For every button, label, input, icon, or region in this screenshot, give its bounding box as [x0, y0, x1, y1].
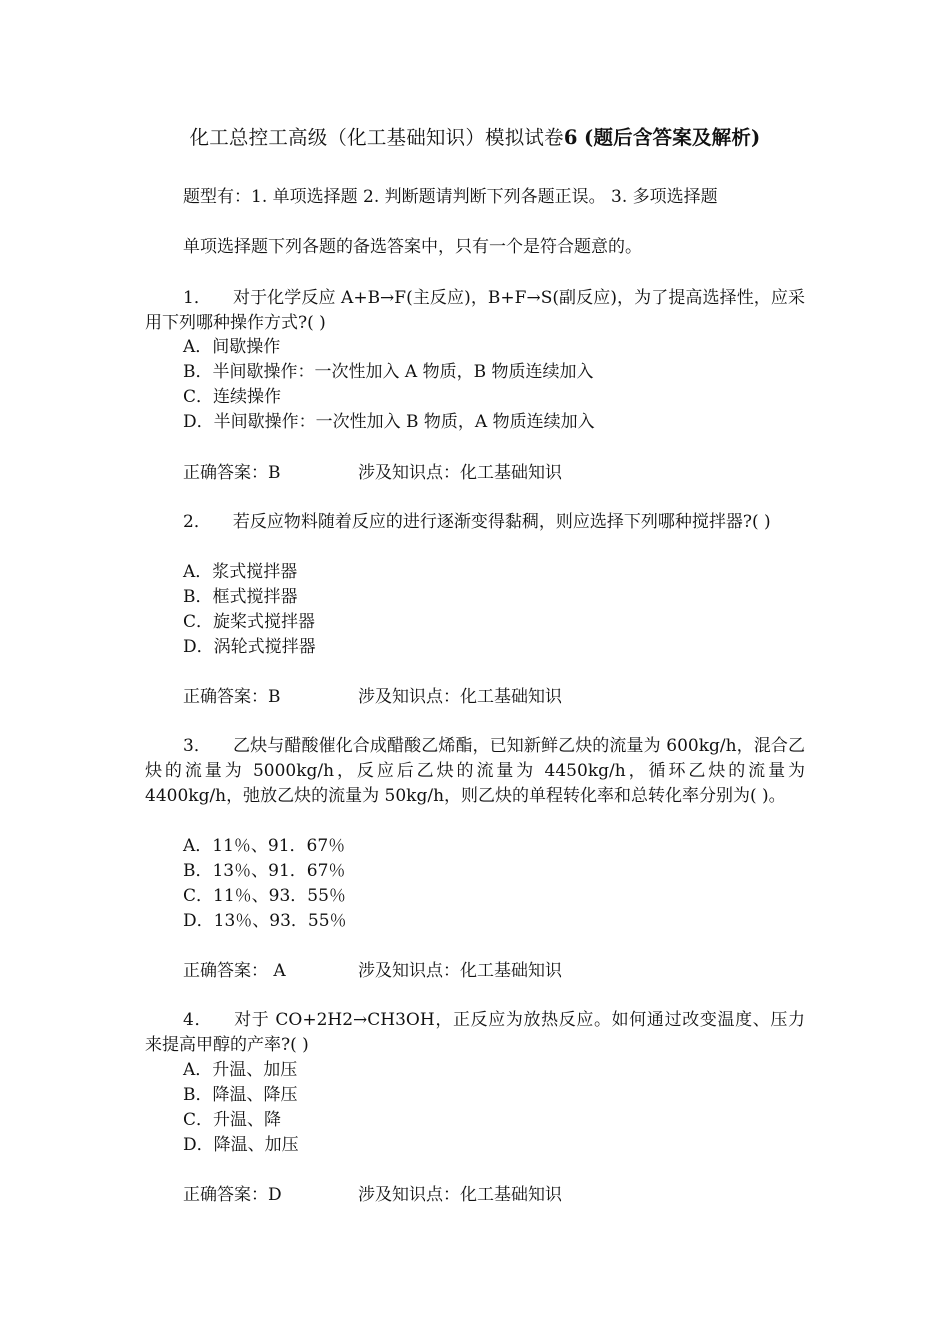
answer-label: 正确答案： — [183, 1185, 268, 1205]
title-main: 化工总控工高级（化工基础知识）模拟试卷 — [189, 126, 564, 149]
title-number: 6 — [563, 126, 578, 149]
knowledge-label: 涉及知识点： — [358, 463, 460, 483]
knowledge-point — [358, 685, 562, 709]
answer-value: B — [268, 687, 281, 707]
answer-label: 正确答案： — [183, 463, 268, 483]
option-d: D．降温、加压 — [183, 1135, 299, 1155]
option-b: B．半间歇操作：一次性加入 A 物质，B 物质连续加入 — [183, 362, 594, 382]
option-a: A．升温、加压 — [183, 1060, 298, 1080]
option-b: B．13％、91．67％ — [183, 861, 346, 881]
option-b: B．框式搅拌器 — [183, 587, 298, 607]
question-number: 3． — [183, 736, 212, 756]
question-text: 若反应物料随着反应的进行逐渐变得黏稠，则应选择下列哪种搅拌器?( ) — [232, 512, 771, 532]
option-a: A．间歇操作 — [183, 337, 281, 357]
question-4-stem — [145, 1008, 805, 1058]
option-c: C．升温、降 — [183, 1110, 282, 1130]
option-c: C．连续操作 — [183, 387, 282, 407]
knowledge-point — [358, 461, 562, 485]
option-a: A．浆式搅拌器 — [183, 562, 298, 582]
question-number: 2． — [183, 512, 211, 532]
knowledge-value: 化工基础知识 — [460, 463, 562, 483]
question-number: 1． — [183, 288, 211, 308]
knowledge-label: 涉及知识点： — [358, 687, 460, 707]
knowledge-value: 化工基础知识 — [460, 961, 562, 981]
option-c: C．11％、93．55％ — [183, 886, 346, 906]
option-b: B．降温、降压 — [183, 1085, 298, 1105]
question-types-line: 题型有：1. 单项选择题 2. 判断题请判断下列各题正误。 3. 多项选择题 — [183, 187, 718, 207]
question-2-stem — [145, 510, 805, 535]
option-d: D．涡轮式搅拌器 — [183, 637, 316, 657]
question-text: 乙炔与醋酸催化合成醋酸乙烯酯，已知新鲜乙炔的流量为 600kg/h，混合乙炔的流量为 5000kg/h，反应后乙炔的流量为 4450kg/h，循环乙炔的流量为 4400kg/h，弛放乙炔的流量为 50kg/h，则乙炔的单程转化率和总转化率分别为( )。 — [145, 736, 805, 806]
knowledge-point — [358, 1183, 562, 1207]
answer-value: A — [268, 961, 286, 981]
answer-value: D — [268, 1185, 282, 1205]
option-c: C．旋桨式搅拌器 — [183, 612, 316, 632]
answer-line — [183, 959, 562, 983]
option-a: A．11％、91．67％ — [183, 836, 346, 856]
knowledge-label: 涉及知识点： — [358, 961, 460, 981]
answer-label: 正确答案： — [183, 961, 268, 981]
question-text: 对于化学反应 A+B→F(主反应)，B+F→S(副反应)，为了提高选择性，应采用下列哪种操作方式?( ) — [145, 288, 805, 333]
knowledge-label: 涉及知识点： — [358, 1185, 460, 1205]
answer-line — [183, 1183, 562, 1207]
question-number: 4． — [183, 1010, 213, 1030]
document-title — [0, 124, 950, 152]
answer-value: B — [268, 463, 281, 483]
answer-line — [183, 461, 562, 485]
answer-label: 正确答案： — [183, 687, 268, 707]
option-d: D．半间歇操作：一次性加入 B 物质，A 物质连续加入 — [183, 412, 595, 432]
knowledge-point — [358, 959, 562, 983]
answer-line — [183, 685, 562, 709]
knowledge-value: 化工基础知识 — [460, 687, 562, 707]
question-3-stem — [145, 734, 805, 809]
title-suffix: (题后含答案及解析) — [584, 126, 761, 149]
knowledge-value: 化工基础知识 — [460, 1185, 562, 1205]
section-intro: 单项选择题下列各题的备选答案中，只有一个是符合题意的。 — [183, 237, 642, 257]
question-1-stem — [145, 286, 805, 336]
question-text: 对于 CO+2H2→CH3OH，正反应为放热反应。如何通过改变温度、压力来提高甲醇的产率?( ) — [145, 1010, 805, 1055]
option-d: D．13％、93．55％ — [183, 911, 347, 931]
